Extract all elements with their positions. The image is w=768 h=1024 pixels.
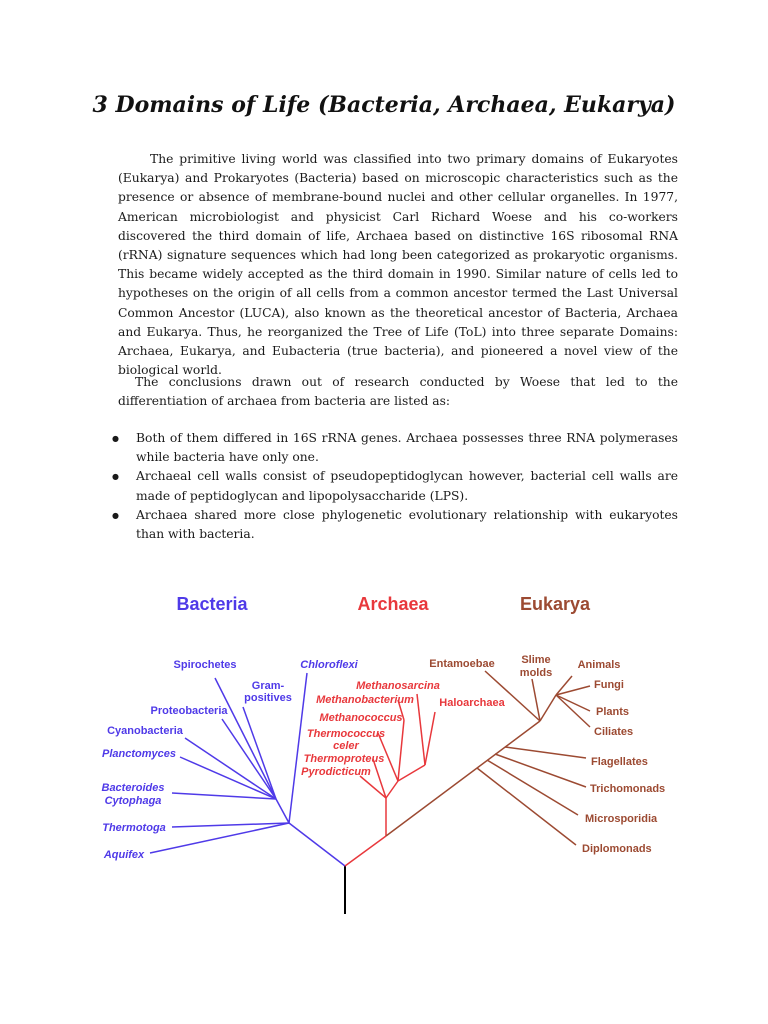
list-item: ● Archaea shared more close phylogenetic evolutionary relationship with eukaryotes than with bacteria. bbox=[118, 506, 678, 544]
conclusions-paragraph: The conclusions drawn out of research conducted by Woese that led to the differentiation of archaea from bacteria are listed as: bbox=[118, 375, 678, 409]
label-methanosarcina: Methanosarcina bbox=[356, 680, 440, 692]
label-thermotoga: Thermotoga bbox=[102, 822, 166, 834]
label-thermococcus-celer: Thermococcus bbox=[306, 728, 386, 740]
intro-paragraph: The primitive living world was classified into two primary domains of Eukaryotes (Eukarya) and Prokaryotes (Bacteria) based on microscopic characteristics such as the presence or absence of membrane-bound nuclei and other cellular organelles. In 1977, American microbiologist and physicist Carl Richard Woese and his co-workers discovered the third domain of life, Archaea based on distinctive 16S ribosomal RNA (rRNA) signature sequences which had long been categorized as prokaryotic organisms. This became widely accepted as the third domain in 1990. Similar nature of cells led to hypotheses on the origin of all cells from a common ancestor termed the Last Universal Common Ancestor (LUCA), also known as the theoretical ancestor of Bacteria, Archaea and Eukarya. Thus, he reorganized the Tree of Life (ToL) into three separate Domains: Archaea, Eukarya, and Eubacteria (true bacteria), and pioneered a novel view of the biological world. bbox=[118, 152, 678, 378]
conclusions-list bbox=[118, 429, 678, 544]
label-cytophaga: Cytophaga bbox=[104, 795, 162, 807]
label-pyrodicticum: Pyrodicticum bbox=[301, 766, 371, 778]
label-methanobacterium: Methanobacterium bbox=[316, 694, 414, 706]
list-item: ● Both of them differed in 16S rRNA genes. Archaea possesses three RNA polymerases while bacteria have only one. bbox=[118, 429, 678, 467]
label-entamoebae: Entamoebae bbox=[429, 658, 495, 670]
label-fungi: Fungi bbox=[594, 679, 624, 691]
list-item: ● Archaeal cell walls consist of pseudopeptidoglycan however, bacterial cell walls are made of peptidoglycan and lipopolysaccharide (LPS). bbox=[118, 467, 678, 505]
label-gram-positives: positives bbox=[244, 692, 292, 704]
label-animals: Animals bbox=[577, 659, 621, 671]
label-microsporidia: Microsporidia bbox=[585, 813, 658, 825]
archaea-header: Archaea bbox=[357, 594, 429, 614]
label-planctomyces: Planctomyces bbox=[102, 748, 176, 760]
eukarya-header: Eukarya bbox=[519, 594, 591, 614]
label-slime-molds: Slime bbox=[521, 654, 551, 666]
label-ciliates: Ciliates bbox=[594, 726, 634, 738]
label-slime-molds: molds bbox=[519, 667, 553, 679]
label-thermoproteus: Thermoproteus bbox=[303, 753, 385, 765]
bacteria-header: Bacteria bbox=[176, 594, 248, 614]
label-bacteroides: Bacteroides bbox=[101, 782, 165, 794]
label-haloarchaea: Haloarchaea bbox=[439, 697, 505, 709]
label-plants: Plants bbox=[596, 706, 630, 718]
label-diplomonads: Diplomonads bbox=[582, 843, 652, 855]
label-proteobacteria: Proteobacteria bbox=[150, 705, 228, 717]
label-aquifex: Aquifex bbox=[103, 849, 145, 861]
label-cyanobacteria: Cyanobacteria bbox=[107, 725, 183, 737]
page-title: 3 Domains of Life (Bacteria, Archaea, Eukarya) bbox=[92, 92, 676, 118]
label-trichomonads: Trichomonads bbox=[590, 783, 666, 795]
phylogenetic-tree-diagram bbox=[0, 580, 768, 920]
label-gram-positives: Gram- bbox=[251, 680, 285, 692]
label-methanococcus: Methanococcus bbox=[319, 712, 403, 724]
label-flagellates: Flagellates bbox=[591, 756, 648, 768]
label-chloroflexi: Chloroflexi bbox=[300, 659, 358, 671]
label-spirochetes: Spirochetes bbox=[173, 659, 237, 671]
label-thermococcus-celer: celer bbox=[333, 740, 359, 752]
